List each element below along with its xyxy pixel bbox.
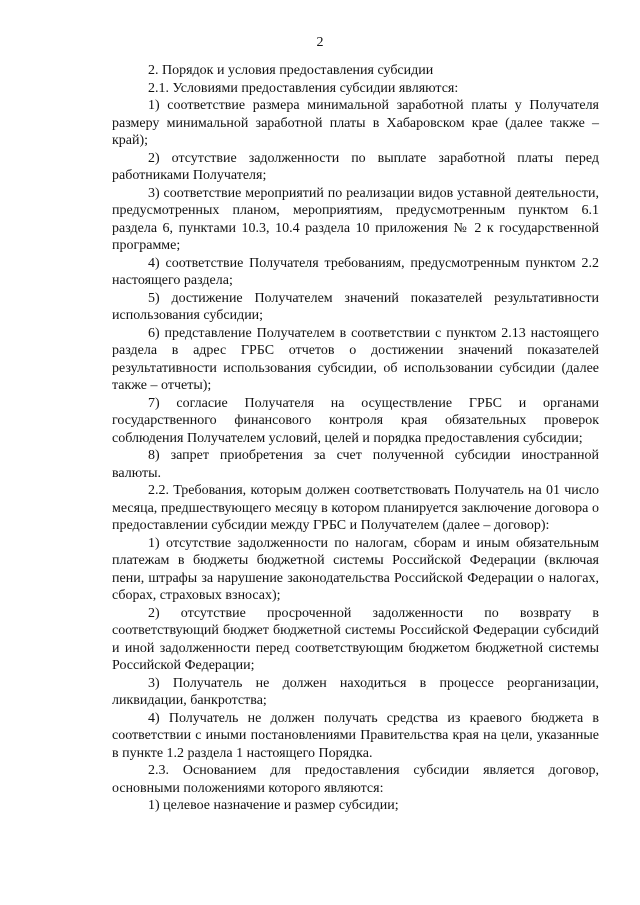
paragraph-2-3: 2.3. Основанием для предоставления субсидии является договор, основными положениями которого являются: — [112, 763, 599, 796]
document-body — [112, 62, 599, 815]
list-item-2-1-4: 4) соответствие Получателя требованиям, предусмотренным пунктом 2.2 настоящего раздела; — [112, 255, 599, 288]
list-item-2-1-2: 2) отсутствие задолженности по выплате заработной платы перед работниками Получателя; — [112, 150, 599, 183]
list-item-2-1-3: 3) соответствие мероприятий по реализации видов уставной деятельности, предусмотренных планом, мероприятиям, предусмотренным пунктом 6.1 раздела 6, пунктами 10.3, 10.4 раздела 10 приложения № 2 к государственной программе; — [112, 185, 599, 253]
list-item-2-1-5: 5) достижение Получателем значений показателей результативности использования субсидии; — [112, 290, 599, 323]
list-item-2-2-2: 2) отсутствие просроченной задолженности по возврату в соответствующий бюджет бюджетной системы Российской Федерации субсидий и иной задолженности перед соответствующим бюджетом бюджетной системы Российской Федерации; — [112, 605, 599, 673]
section-heading: 2. Порядок и условия предоставления субсидии — [148, 63, 434, 78]
paragraph-2-1: 2.1. Условиями предоставления субсидии являются: — [148, 80, 459, 96]
list-item-2-3-1: 1) целевое назначение и размер субсидии; — [148, 798, 399, 813]
list-item-2-1-7: 7) согласие Получателя на осуществление ГРБС и органами государственного финансового контроля края обязательных проверок соблюдения Получателем условий, целей и порядка предоставления субсидии; — [112, 395, 599, 446]
list-item-2-2-1: 1) отсутствие задолженности по налогам, сборам и иным обязательным платежам в бюджеты бюджетной системы Российской Федерации (включая пени, штрафы за нарушение законодательства Российской Федерации о налогах, сборах, страховых взносах); — [112, 535, 599, 603]
list-item-2-1-8: 8) запрет приобретения за счет полученной субсидии иностранной валюты. — [112, 448, 599, 481]
page-number: 2 — [316, 35, 324, 50]
paragraph-2-2: 2.2. Требования, которым должен соответствовать Получатель на 01 число месяца, предшествующего месяцу в котором планируется заключение договора о предоставлении субсидии между ГРБС и Получателем (далее – договор): — [112, 483, 599, 533]
list-item-2-1-1: 1) соответствие размера минимальной заработной платы у Получателя размеру минимальной заработной платы в Хабаровском крае (далее также – край); — [112, 98, 599, 148]
list-item-2-1-6: 6) представление Получателем в соответствии с пунктом 2.13 настоящего раздела в адрес ГРБС отчетов о достижении значений показателей результативности использования субсидии, об использовании субсидии (далее также – отчеты); — [112, 325, 599, 393]
list-item-2-2-3: 3) Получатель не должен находиться в процессе реорганизации, ликвидации, банкротства; — [112, 675, 599, 708]
list-item-2-2-4: 4) Получатель не должен получать средства из краевого бюджета в соответствии с иными постановлениями Правительства края на цели, указанные в пункте 1.2 раздела 1 настоящего Порядка. — [112, 710, 599, 761]
